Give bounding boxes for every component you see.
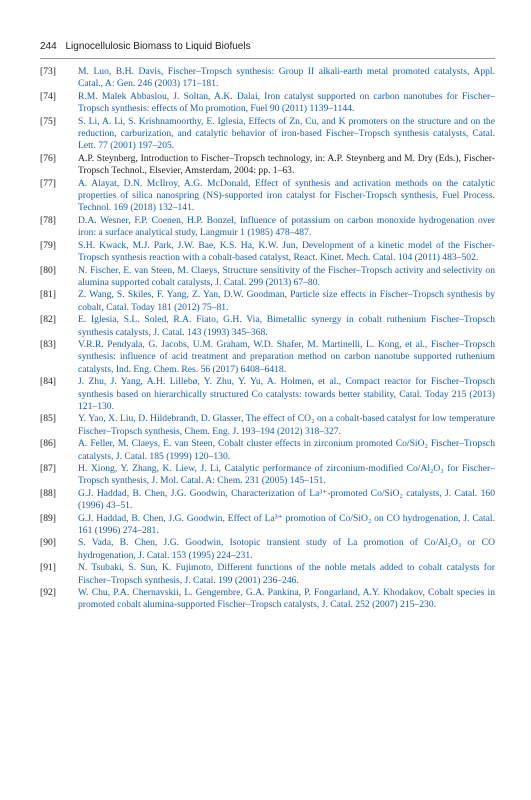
reference-number: [86] xyxy=(40,438,56,450)
header-rule xyxy=(40,58,495,59)
reference-link[interactable]: Z. Wang, S. Skiles, F. Yang, Z. Yan, D.W. Goodman, Particle size effects in Fischer–Tropsch synthesis by cobalt, Catal. Today 181 (2012) 75–81. xyxy=(78,289,495,313)
reference-item xyxy=(40,153,495,178)
reference-link[interactable]: H. Xiong, Y. Zhang, K. Liew, J. Li, Catalytic performance of zirconium-modified Co/Al₂O₃ for Fischer–Tropsch synthesis, J. Mol. Catal. A: Chem. 231 (2005) 145–151. xyxy=(78,463,495,487)
reference-number: [87] xyxy=(40,463,56,474)
reference-link[interactable]: S. Li, A. Li, S. Krishnamoorthy, E. Iglesia, Effects of Zn, Cu, and K promoters on the structure and on the reduction, carburization, and catalytic behavior of iron-based Fischer–Tropsch synthesis catalysts, Catal. Lett. 77 (2001) 197–205. xyxy=(78,115,495,152)
reference-item xyxy=(40,215,495,240)
reference-link[interactable]: R.M. Malek Abbaslou, J. Soltan, A.K. Dalai, Iron catalyst supported on carbon nanotubes for Fischer–Tropsch synthesis: effects of Mo promotion, Fuel 90 (2011) 1139–1144. xyxy=(78,90,495,115)
reference-link[interactable]: S. Vada, B. Chen, J.G. Goodwin, Isotopic transient study of La promotion of Co/Al₂O₃ or CO hydrogenation, J. Catal. 153 (1995) 224–231. xyxy=(78,537,495,561)
reference-number: [90] xyxy=(40,537,56,549)
reference-number: [79] xyxy=(40,239,56,251)
reference-item xyxy=(40,537,495,562)
page-number: 244 xyxy=(40,41,57,52)
reference-item xyxy=(40,587,495,612)
reference-link[interactable]: G.J. Haddad, B. Chen, J.G. Goodwin, Characterization of La³⁺-promoted Co/SiO₂ catalysts, J. Catal. 160 (1996) 43–51. xyxy=(78,487,495,512)
reference-list xyxy=(40,66,495,612)
reference-item xyxy=(40,339,495,376)
reference-number: [89] xyxy=(40,512,56,524)
reference-item xyxy=(40,463,495,488)
reference-link[interactable]: E. Iglesia, S.L. Soled, R.A. Fiato, G.H. Via, Bimetallic synergy in cobalt ruthenium Fischer–Tropsch synthesis catalysts, J. Catal. 143 (1993) 345–368. xyxy=(78,314,495,338)
reference-number: [84] xyxy=(40,376,56,388)
reference-link[interactable]: N. Fischer, E. van Steen, M. Claeys, Structure sensitivity of the Fischer–Tropsch activity and selectivity on alumina supported cobalt catalysts, J. Catal. 299 (2013) 67–80. xyxy=(78,264,495,288)
reference-number: [76] xyxy=(40,152,56,164)
reference-item xyxy=(40,91,495,116)
reference-item xyxy=(40,562,495,587)
reference-number: [74] xyxy=(40,90,56,102)
reference-link[interactable]: M. Luo, B.H. Davis, Fischer–Tropsch synthesis: Group II alkali-earth metal promoted catalysts, Appl. Catal., A: Gen. 246 (2003) 171–181. xyxy=(78,66,495,90)
reference-link[interactable]: J. Zhu, J. Yang, A.H. Lillebø, Y. Zhu, Y. Yu, A. Holmen, et al., Compact reactor for Fischer–Tropsch synthesis based on hierarchically structured Co catalysts: towards better stability, Catal. Today 215 (2013) 121–130. xyxy=(78,376,495,412)
reference-item xyxy=(40,513,495,538)
reference-link[interactable]: A. Feller, M. Claeys, E. van Steen, Cobalt cluster effects in zirconium promoted Co/SiO₂ Fischer–Tropsch catalysts, J. Catal. 185 (1999) 120–130. xyxy=(78,438,495,462)
reference-number: [82] xyxy=(40,314,56,326)
reference-number: [92] xyxy=(40,587,56,599)
reference-item xyxy=(40,116,495,153)
reference-item xyxy=(40,178,495,215)
reference-link[interactable]: V.R.R. Pendyala, G. Jacobs, U.M. Graham, W.D. Shafer, M. Martinelli, L. Kong, et al., Fischer–Tropsch synthesis: influence of acid treatment and preparation method on carbon nanotube supported ruthenium catalysts, Ind. Eng. Chem. Res. 56 (2017) 6408–6418. xyxy=(78,338,495,375)
reference-item xyxy=(40,314,495,339)
reference-number: [81] xyxy=(40,289,56,301)
reference-number: [73] xyxy=(40,66,56,77)
reference-link[interactable]: W. Chu, P.A. Chernavskii, L. Gengembre, G.A. Pankina, P. Fongarland, A.Y. Khodakov, Cobalt species in promoted cobalt alumina-supported Fischer–Tropsch catalysts, J. Catal. 252 (2007) 215–230. xyxy=(78,587,495,611)
reference-link[interactable]: S.H. Kwack, M.J. Park, J.W. Bae, K.S. Ha, K.W. Jun, Development of a kinetic model of the Fischer-Tropsch synthesis reaction with a cobalt-based catalyst, React. Kinet. Mech. Catal. 104 (2011) 483–502. xyxy=(78,239,495,264)
reference-item xyxy=(40,438,495,463)
reference-link[interactable]: Y. Yao, X. Liu, D. Hildebrandt, D. Glasser, The effect of CO₂ on a cobalt-based catalyst for low temperature Fischer–Tropsch synthesis, Chem. Eng. J. 193–194 (2012) 318–327. xyxy=(78,413,495,437)
reference-number: [85] xyxy=(40,413,56,425)
reference-item xyxy=(40,240,495,265)
running-title: Lignocellulosic Biomass to Liquid Biofuels xyxy=(65,41,251,52)
reference-link[interactable]: A. Alayat, D.N. McIlroy, A.G. McDonald, Effect of synthesis and activation methods on the catalytic properties of silica nanospring (NS)-supported iron catalyst for Fischer-Tropsch synthesis, Fuel Process. Technol. 169 (2018) 132–141. xyxy=(78,177,495,214)
reference-link[interactable]: G.J. Haddad, B. Chen, J.G. Goodwin, Effect of La³⁺ promotion of Co/SiO₂ on CO hydrogenation, J. Catal. 161 (1996) 274–281. xyxy=(78,512,495,537)
reference-number: [91] xyxy=(40,562,56,574)
reference-number: [77] xyxy=(40,177,56,189)
reference-item xyxy=(40,265,495,290)
reference-item xyxy=(40,66,495,91)
running-header xyxy=(40,41,251,52)
reference-link[interactable]: D.A. Wesner, F.P. Coenen, H.P. Bonzel, Influence of potassium on carbon monoxide hydrogenation over iron: a surface analytical study, Langmuir 1 (1985) 478–487. xyxy=(78,214,495,239)
reference-link[interactable]: N. Tsubaki, S. Sun, K. Fujimoto, Different functions of the noble metals added to cobalt catalysts for Fischer–Tropsch synthesis, J. Catal. 199 (2001) 236–246. xyxy=(78,562,495,586)
reference-number: [80] xyxy=(40,264,56,276)
reference-number: [75] xyxy=(40,115,56,127)
reference-text: A.P. Steynberg, Introduction to Fischer–Tropsch technology, in: A.P. Steynberg and M. Dry (Eds.), Fischer-Tropsch Technol., Elsevier, Amsterdam, 2004: pp. 1–63. xyxy=(78,152,495,177)
reference-item xyxy=(40,488,495,513)
reference-number: [88] xyxy=(40,487,56,499)
reference-item xyxy=(40,376,495,413)
reference-item xyxy=(40,413,495,438)
reference-number: [83] xyxy=(40,338,56,350)
reference-number: [78] xyxy=(40,214,56,226)
reference-item xyxy=(40,289,495,314)
